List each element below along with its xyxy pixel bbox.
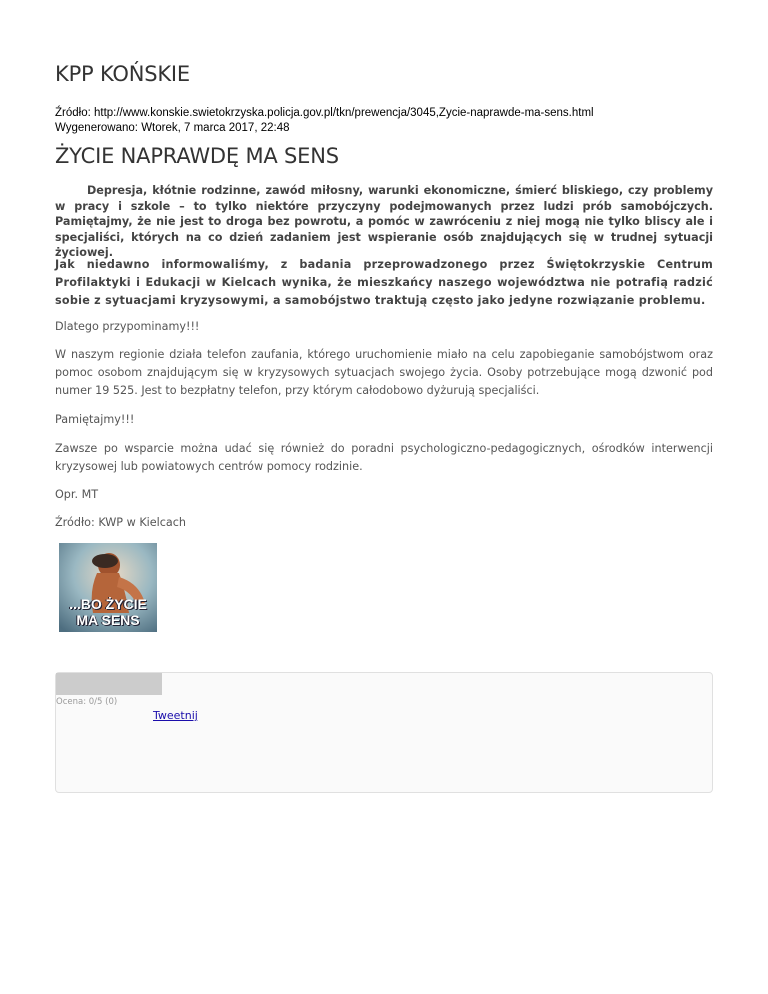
rating-stars[interactable]: [56, 673, 162, 695]
source-url: Źródło: http://www.konskie.swietokrzyska.policja.gov.pl/tkn/prewencja/3045,Zycie-naprawde-ma-sens.html: [55, 107, 594, 119]
paragraph-reminder: Dlatego przypominamy!!!: [55, 320, 200, 333]
paragraph-author: Opr. MT: [55, 488, 99, 501]
tweet-link[interactable]: Tweetnij: [153, 709, 198, 722]
generated-date: Wygenerowano: Wtorek, 7 marca 2017, 22:48: [55, 122, 290, 134]
paragraph-support: Zawsze po wsparcie można udać się również do poradni psychologiczno-pedagogicznych, ośrodków interwencji kryzysowej lub powiatowych centrów pomocy rodzinie.: [55, 442, 713, 473]
document-meta: [55, 106, 594, 136]
image-caption-line1: ...BO ŻYCIE: [69, 596, 147, 612]
paragraph-source: Źródło: KWP w Kielcach: [55, 516, 187, 529]
rating-box: [55, 672, 713, 793]
article-image[interactable]: [59, 543, 157, 632]
image-caption-line2: MA SENS: [76, 612, 140, 628]
paragraph-hotline: W naszym regionie działa telefon zaufania, którego uruchomienie miało na celu zapobieganie samobójstwom oraz pomoc osobom znajdującym się w kryzysowych sytuacjach swojego życia. Osoby potrzebujące mogą dzwonić pod numer 19 525. Jest to bezpłatny telefon, przy którym całodobowo dyżurują specjaliści.: [55, 348, 713, 397]
article-lead: Depresja, kłótnie rodzinne, zawód miłosny, warunki ekonomiczne, śmierć bliskiego, czy problemy w pracy i szkole – to tylko niektóre przyczyny podejmowanych przez ludzi prób samobójczych. Pamiętajmy, że nie jest to droga bez powrotu, a pomóc w zawróceniu z niej mogą nie tylko bliscy ale i specjaliści, których na co dzień zadaniem jest wspieranie osób znajdujących się w trudnej sytuacji życiowej.: [55, 184, 713, 259]
article-title: ŻYCIE NAPRAWDĘ MA SENS: [55, 144, 339, 168]
paragraph-research: Jak niedawno informowaliśmy, z badania przeprowadzonego przez Świętokrzyskie Centrum Profilaktyki i Edukacji w Kielcach wynika, że mieszkańcy naszego województwa nie potrafią radzić sobie z sytuacjami kryzysowymi, a samobójstwo traktują często jako jedyne rozwiązanie problemu.: [55, 258, 713, 307]
rating-label: Ocena: 0/5 (0): [56, 697, 118, 707]
paragraph-remember: Pamiętajmy!!!: [55, 413, 135, 426]
site-title: KPP KOŃSKIE: [55, 62, 190, 86]
